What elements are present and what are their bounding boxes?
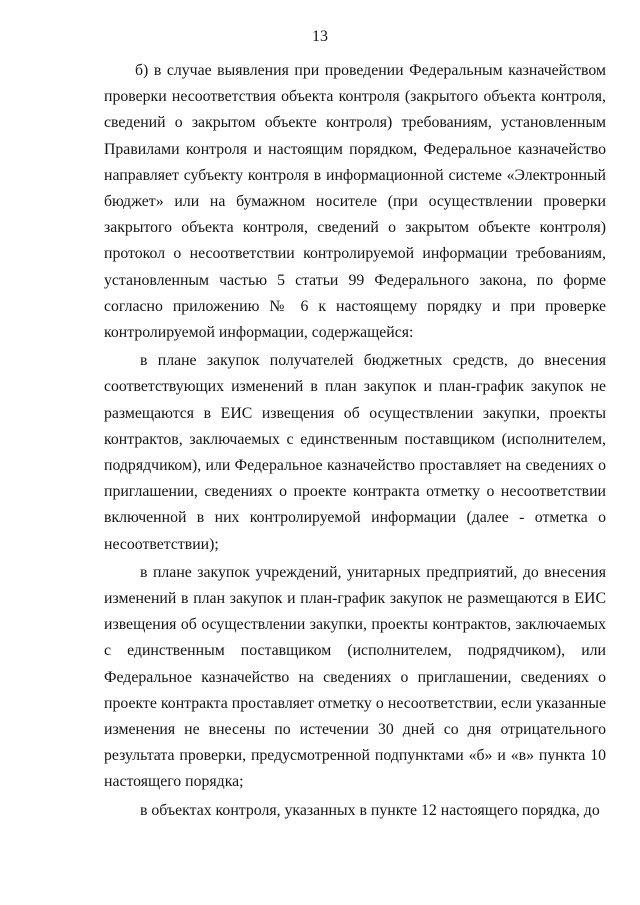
paragraph-b-protocol: б) в случае выявления при проведении Федеральным казначейством проверки несоответствия объекта контроля (закрытого объекта контроля, сведений о закрытом объекте контроля) требованиям, установленным Правилами контроля и настоящим порядком, Федеральное казначейство направляет субъекту контроля в информационной системе «Электронный бюджет» или на бумажном носителе (при осуществлении проверки закрытого объекта контроля, сведений о закрытом объекте контроля) протокол о несоответствии контролируемой информации требованиям, установленным частью 5 статьи 99 Федерального закона, по форме согласно приложению № 6 к настоящему порядку и при проверке контролируемой информации, содержащейся:: [104, 62, 606, 342]
page-number: 13: [312, 28, 328, 45]
paragraph-control-objects: в объектах контроля, указанных в пункте 12 настоящего порядка, до: [140, 801, 600, 819]
paragraph-budget-recipients: в плане закупок получателей бюджетных средств, до внесения соответствующих изменений в план закупок и план-график закупок не размещаются в ЕИС извещения об осуществлении закупки, проекты контрактов, заключаемых с единственным поставщиком (исполнителем, подрядчиком), или Федеральное казначейство проставляет на сведениях о приглашении, сведениях о проекте контракта отметку о несоответствии включенной в них контролируемой информации (далее - отметка о несоответствии);: [104, 352, 606, 553]
document-body: [104, 58, 606, 826]
paragraph-institutions: в плане закупок учреждений, унитарных предприятий, до внесения изменений в план закупок и план-график закупок не размещаются в ЕИС извещения об осуществлении закупки, проекты контрактов, заключаемых с единственным поставщиком (исполнителем, подрядчиком), или Федеральное казначейство на сведениях о приглашении, сведениях о проекте контракта проставляет отметку о несоответствии, если указанные изменения не внесены по истечении 30 дней со дня отрицательного результата проверки, предусмотренной подпунктами «б» и «в» пункта 10 настоящего порядка;: [104, 563, 606, 791]
